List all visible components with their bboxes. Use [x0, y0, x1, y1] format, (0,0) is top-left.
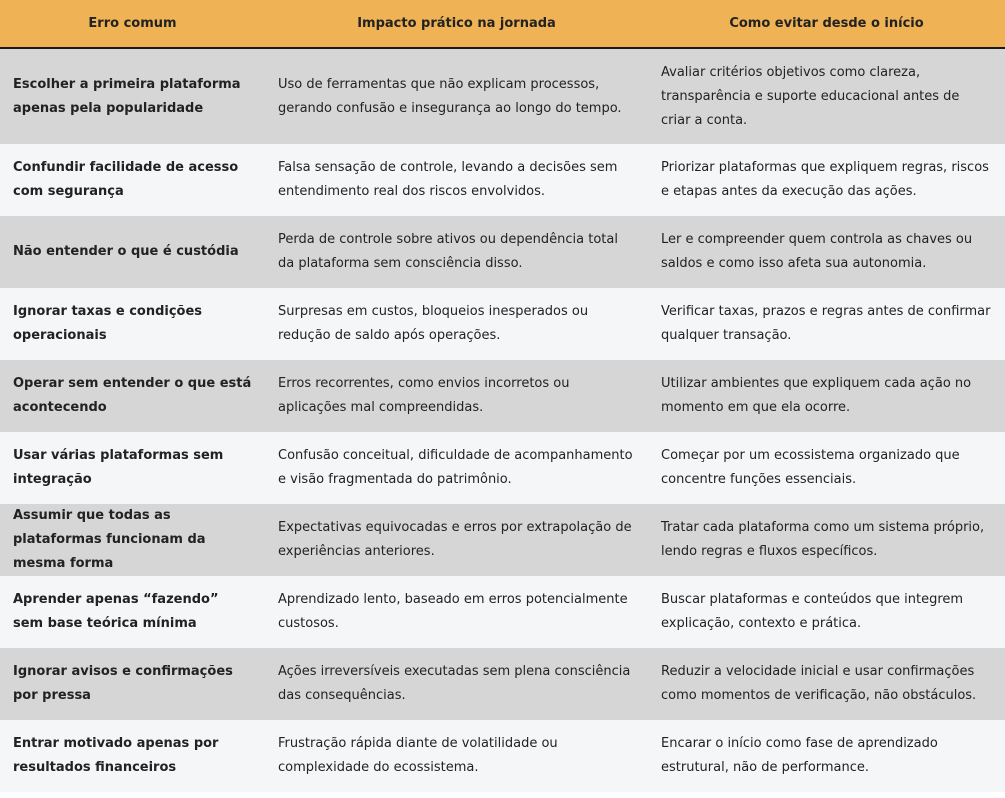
cell-impacto: Frustração rápida diante de volatilidade ou complexidade do ecossistema. [278, 736, 558, 775]
cell-impacto: Uso de ferramentas que não explicam processos, gerando confusão e insegurança ao longo do tempo. [278, 76, 622, 116]
table-row [0, 720, 1005, 792]
cell-evitar: Utilizar ambientes que expliquem cada ação no momento em que ela ocorre. [661, 376, 972, 415]
cell-evitar: Reduzir a velocidade inicial e usar confirmações como momentos de verificação, não obstáculos. [661, 664, 977, 703]
table-row [0, 432, 1005, 504]
cell-erro: Usar várias plataformas sem integração [13, 448, 224, 487]
cell-erro: Aprender apenas “fazendo” sem base teórica mínima [13, 592, 219, 631]
table-row [0, 144, 1005, 216]
cell-erro: Ignorar taxas e condições operacionais [13, 304, 203, 343]
cell-erro: Ignorar avisos e confirmações por pressa [13, 664, 233, 703]
cell-evitar: Começar por um ecossistema organizado que concentre funções essenciais. [661, 448, 960, 487]
cell-impacto: Expectativas equivocadas e erros por extrapolação de experiências anteriores. [278, 520, 632, 559]
cell-evitar: Ler e compreender quem controla as chaves ou saldos e como isso afeta sua autonomia. [661, 232, 973, 271]
cell-impacto: Erros recorrentes, como envios incorretos ou aplicações mal compreendidas. [278, 376, 570, 415]
header-como-evitar: Como evitar desde o início [648, 0, 1005, 48]
table-row [0, 648, 1005, 720]
table-row [0, 576, 1005, 648]
cell-erro: Escolher a primeira plataforma apenas pela popularidade [13, 76, 241, 116]
cell-evitar: Avaliar critérios objetivos como clareza, transparência e suporte educacional antes de criar a conta. [661, 64, 960, 128]
cell-evitar: Verificar taxas, prazos e regras antes de confirmar qualquer transação. [661, 304, 991, 343]
table-row [0, 216, 1005, 288]
cell-evitar: Tratar cada plataforma como um sistema próprio, lendo regras e fluxos específicos. [661, 520, 985, 559]
table-row [0, 48, 1005, 144]
table-row [0, 288, 1005, 360]
cell-impacto: Falsa sensação de controle, levando a decisões sem entendimento real dos riscos envolvidos. [278, 160, 618, 199]
cell-erro: Confundir facilidade de acesso com segurança [13, 160, 239, 199]
table-header [0, 0, 1005, 48]
cell-impacto: Perda de controle sobre ativos ou dependência total da plataforma sem consciência disso. [278, 232, 618, 271]
header-erro-comum: Erro comum [0, 0, 265, 48]
cell-evitar: Encarar o início como fase de aprendizado estrutural, não de performance. [661, 736, 938, 775]
cell-erro: Não entender o que é custódia [13, 244, 239, 259]
cell-impacto: Aprendizado lento, baseado em erros potencialmente custosos. [278, 592, 628, 631]
table-row [0, 504, 1005, 576]
cell-erro: Operar sem entender o que está acontecendo [13, 376, 252, 415]
cell-impacto: Surpresas em custos, bloqueios inesperados ou redução de saldo após operações. [278, 304, 589, 343]
header-row [0, 0, 1005, 48]
table-body [0, 48, 1005, 792]
cell-impacto: Confusão conceitual, dificuldade de acompanhamento e visão fragmentada do patrimônio. [278, 448, 633, 487]
cell-erro: Entrar motivado apenas por resultados financeiros [13, 736, 219, 775]
header-impacto: Impacto prático na jornada [265, 0, 648, 48]
table-row [0, 360, 1005, 432]
cell-impacto: Ações irreversíveis executadas sem plena consciência das consequências. [278, 664, 631, 703]
cell-erro: Assumir que todas as plataformas funcionam da mesma forma [13, 508, 206, 571]
cell-evitar: Priorizar plataformas que expliquem regras, riscos e etapas antes da execução das ações. [661, 160, 989, 199]
cell-evitar: Buscar plataformas e conteúdos que integrem explicação, contexto e prática. [661, 592, 964, 631]
